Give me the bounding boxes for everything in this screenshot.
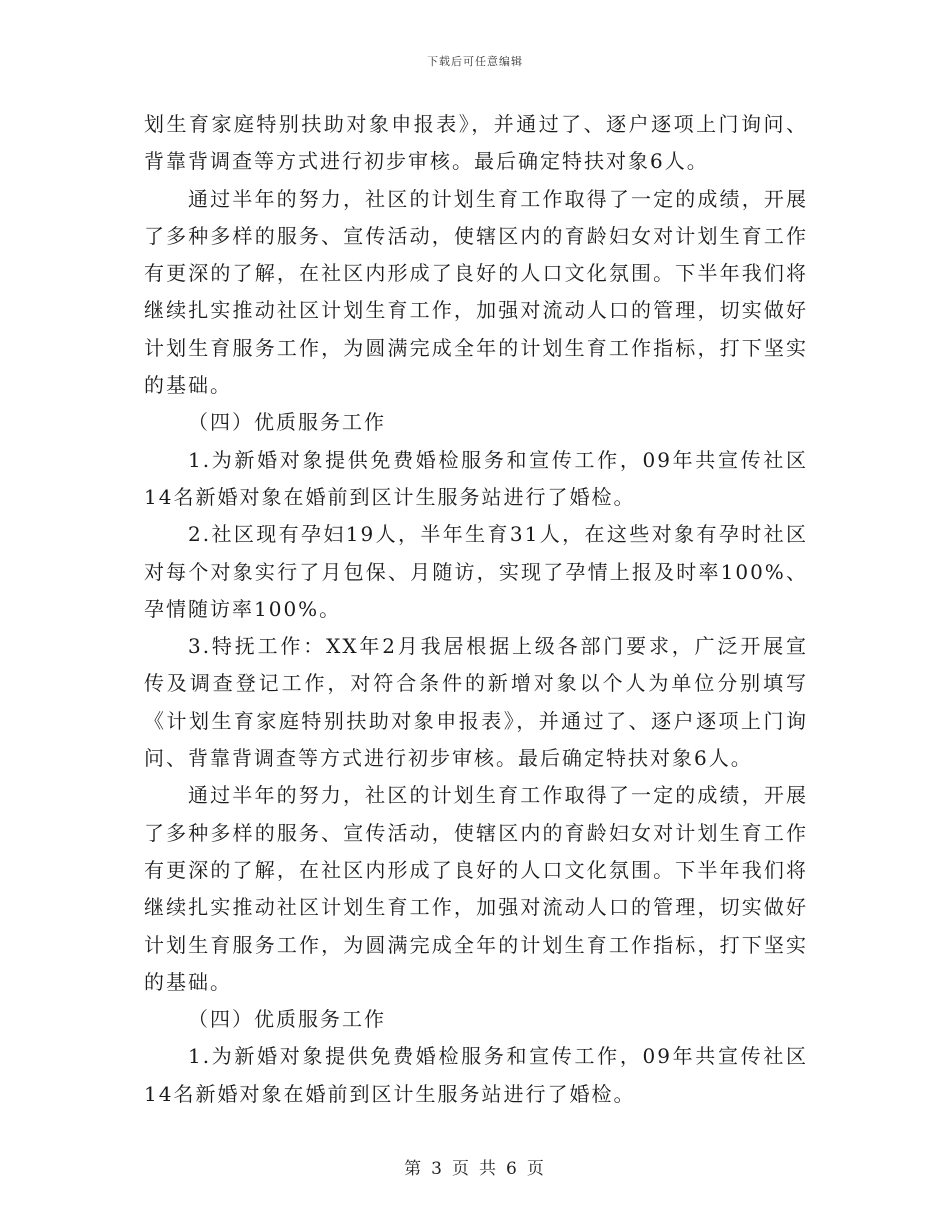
page-header: 下载后可任意编辑	[427, 55, 523, 68]
list-item-premarital-check-repeat: 1.为新婚对象提供免费婚检服务和宣传工作，09年共宣传社区14名新婚对象在婚前到区计生服务站进行了婚检。	[144, 1044, 808, 1106]
section-heading: （四）优质服务工作	[188, 410, 386, 435]
section-heading-repeat: （四）优质服务工作	[188, 1007, 386, 1032]
footer-prefix: 第	[404, 1159, 424, 1179]
page-footer	[0, 1154, 950, 1179]
document-body	[144, 106, 808, 1113]
paragraph-summary: 通过半年的努力，社区的计划生育工作取得了一定的成绩，开展了多种多样的服务、宣传活动，使辖区内的育龄妇女对计划生育工作有更深的了解，在社区内形成了良好的人口文化氛围。下半年我们将继续扎实推动社区计划生育工作，加强对流动人口的管理，切实做好计划生育服务工作，为圆满完成全年的计划生育工作指标，打下坚实的基础。	[144, 186, 808, 398]
list-item-special-support: 3.特抚工作：XX年2月我居根据上级各部门要求，广泛开展宣传及调查登记工作，对符合条件的新增对象以个人为单位分别填写《计划生育家庭特别扶助对象申报表》，并通过了、逐户逐项上门询问、背靠背调查等方式进行初步审核。最后确定特扶对象6人。	[144, 634, 808, 771]
list-item-pregnancy-followup: 2.社区现有孕妇19人，半年生育31人，在这些对象有孕时社区对每个对象实行了月包保、月随访，实现了孕情上报及时率100%、孕情随访率100%。	[144, 522, 808, 621]
footer-total-prefix: 共	[479, 1159, 498, 1179]
total-pages-number: 6	[506, 1159, 519, 1179]
current-page-number: 3	[431, 1159, 444, 1179]
list-item-premarital-check: 1.为新婚对象提供免费婚检服务和宣传工作，09年共宣传社区14名新婚对象在婚前到区计生服务站进行了婚检。	[144, 447, 808, 509]
footer-total-label: 页	[526, 1159, 546, 1179]
paragraph-summary-repeat: 通过半年的努力，社区的计划生育工作取得了一定的成绩，开展了多种多样的服务、宣传活动，使辖区内的育龄妇女对计划生育工作有更深的了解，在社区内形成了良好的人口文化氛围。下半年我们将继续扎实推动社区计划生育工作，加强对流动人口的管理，切实做好计划生育服务工作，为圆满完成全年的计划生育工作指标，打下坚实的基础。	[144, 783, 808, 994]
paragraph-continuation: 划生育家庭特别扶助对象申报表》，并通过了、逐户逐项上门询问、背靠背调查等方式进行初步审核。最后确定特扶对象6人。	[144, 112, 808, 174]
footer-page-label: 页	[452, 1159, 471, 1179]
